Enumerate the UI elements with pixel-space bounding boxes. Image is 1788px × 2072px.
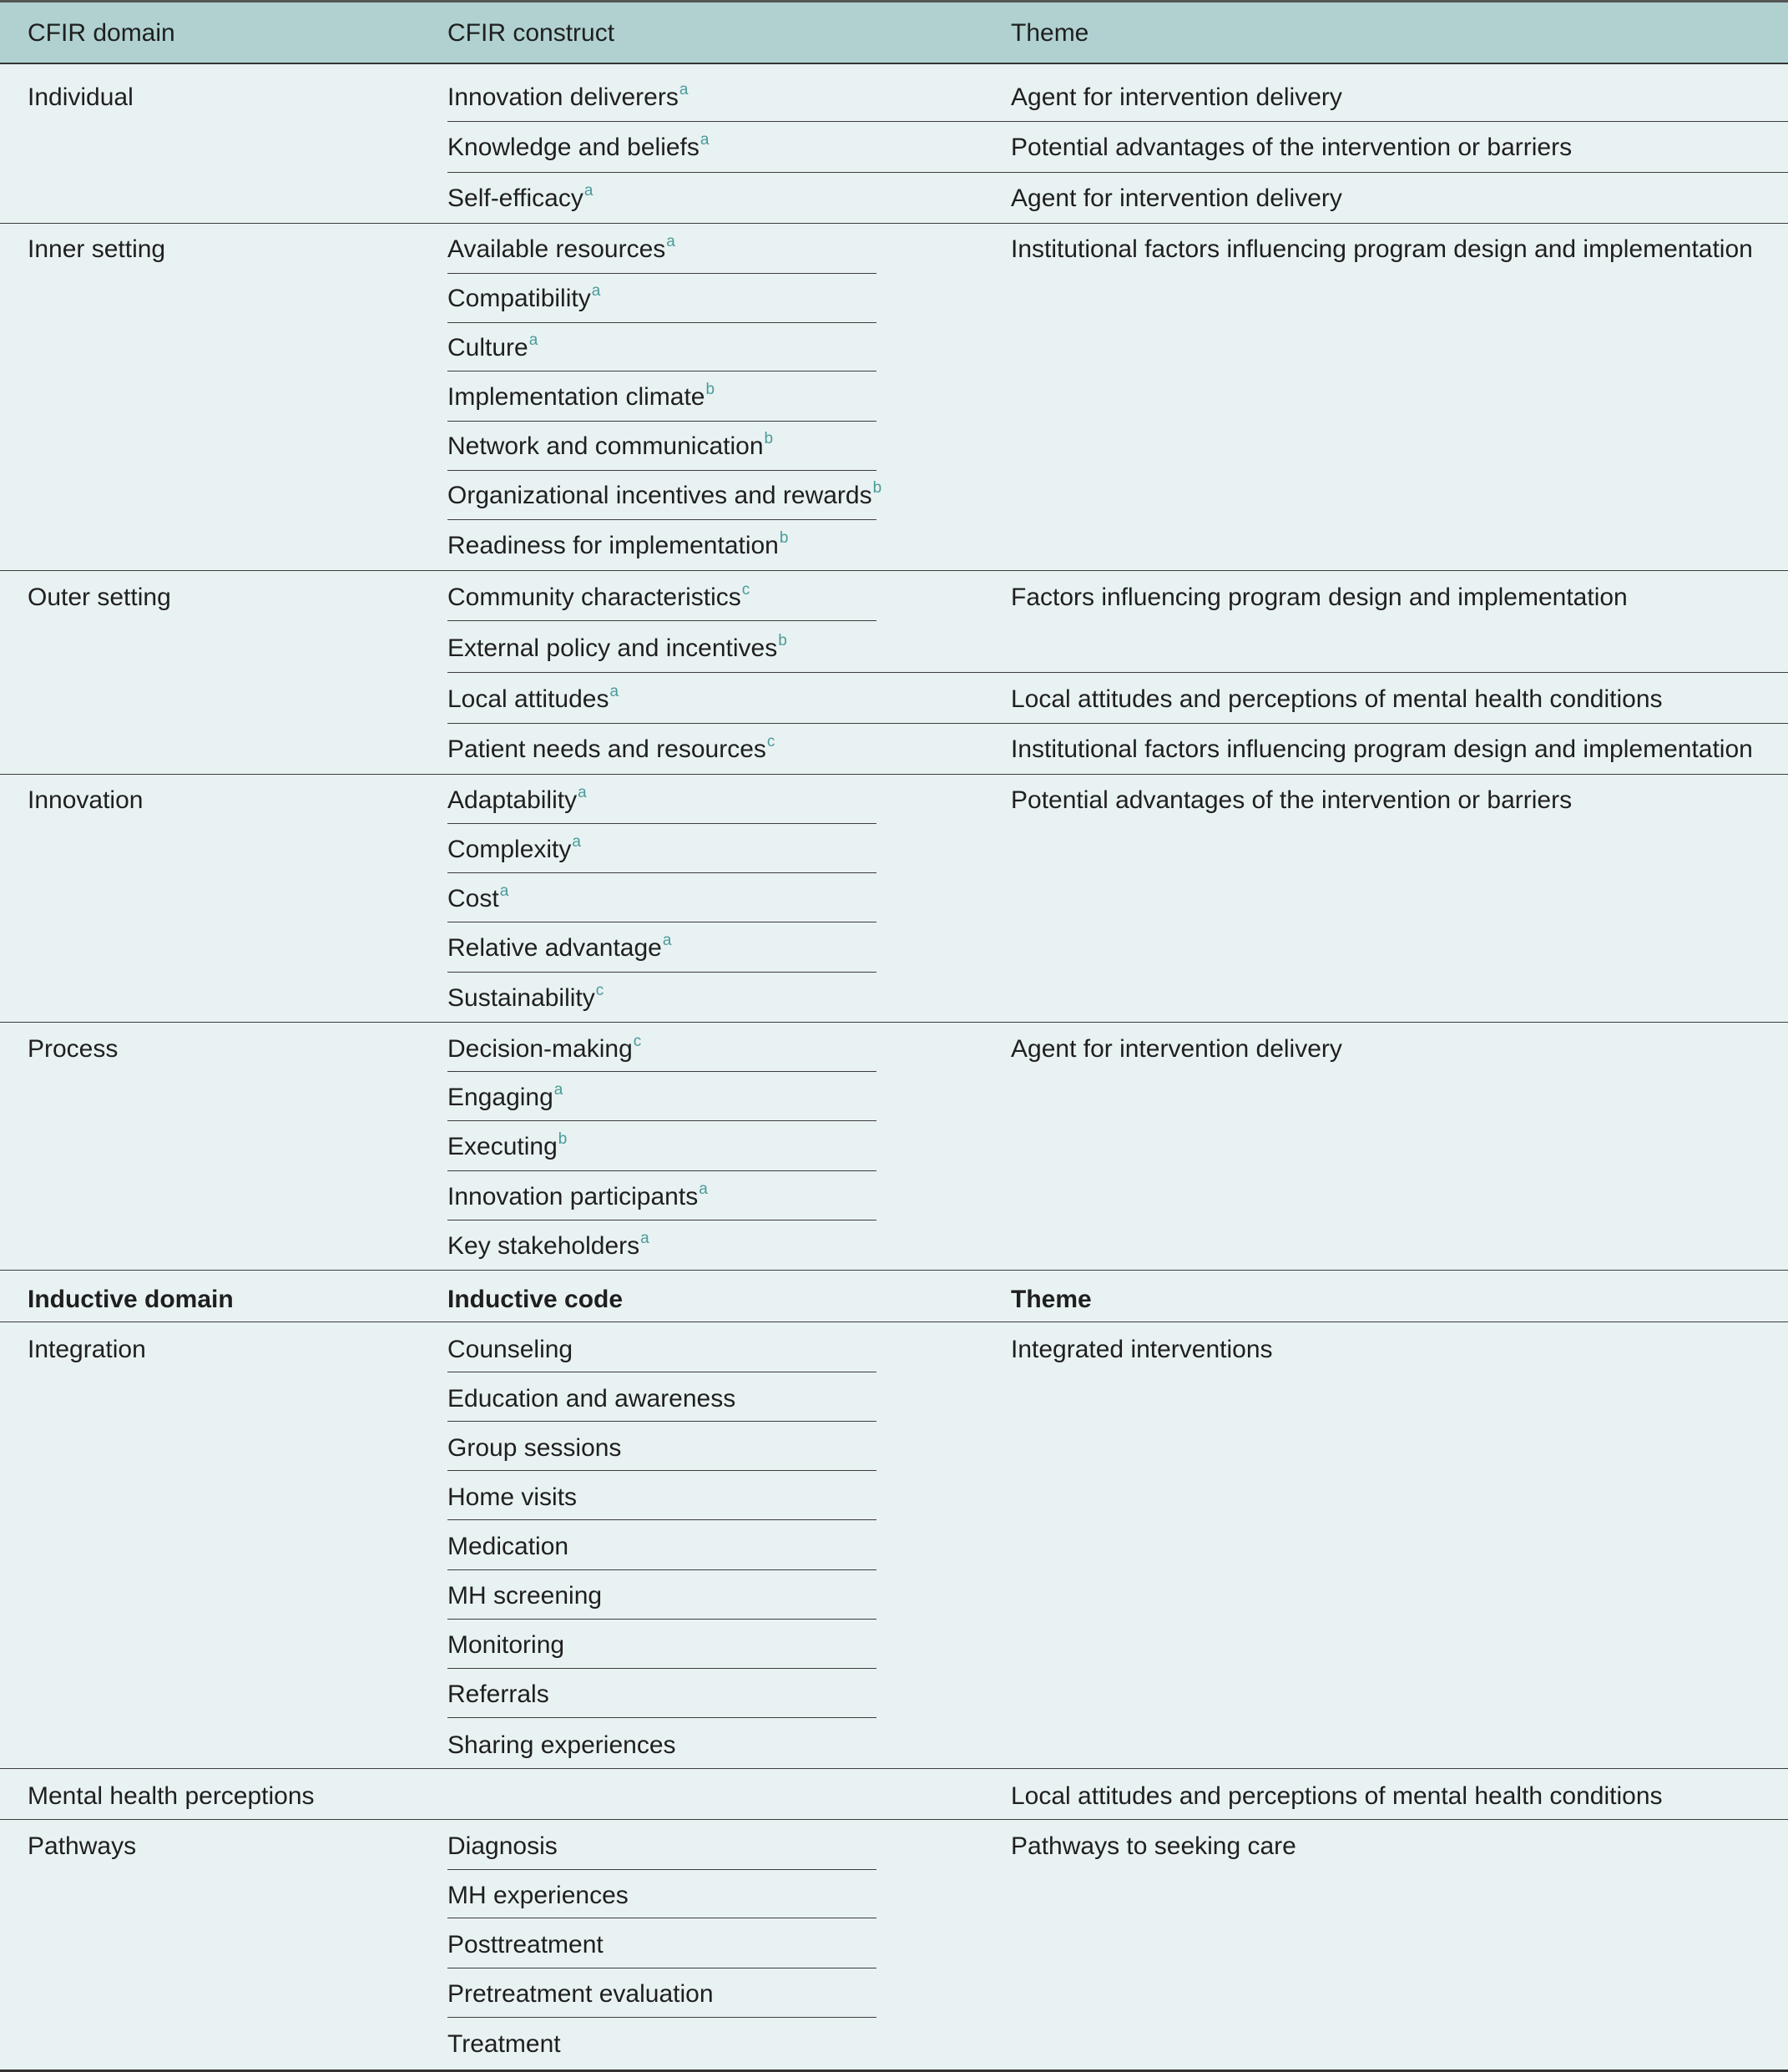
divider — [447, 1470, 876, 1471]
theme-cell: Potential advantages of the intervention or barriers — [1011, 134, 1573, 161]
domain-cell: Process — [28, 1035, 119, 1063]
divider — [447, 972, 876, 973]
divider — [447, 2017, 876, 2018]
divider — [447, 421, 876, 422]
footnote-marker: a — [699, 1180, 708, 1198]
theme-cell: Agent for intervention delivery — [1011, 1035, 1342, 1063]
divider — [447, 1170, 876, 1171]
divider — [447, 322, 876, 323]
divider — [447, 1421, 876, 1422]
construct-cell — [447, 1180, 708, 1215]
inductive-header-col2: Inductive code — [447, 1286, 624, 1313]
footnote-marker: a — [583, 182, 593, 200]
code-cell: Diagnosis — [447, 1832, 558, 1860]
footnote-marker: a — [666, 233, 675, 250]
divider — [0, 570, 1788, 571]
construct-name: Innovation deliverers — [447, 83, 679, 111]
construct-name: Knowledge and beliefs — [447, 134, 700, 161]
inductive-header-col3: Theme — [1011, 1286, 1092, 1313]
construct-cell — [447, 735, 775, 767]
construct-name: Innovation participants — [447, 1183, 699, 1210]
footnote-marker: b — [872, 479, 882, 497]
code-cell: Referrals — [447, 1680, 549, 1708]
domain-cell: Outer setting — [28, 584, 171, 611]
construct-name: Adaptability — [447, 786, 578, 814]
construct-cell — [447, 479, 882, 513]
construct-cell — [447, 581, 750, 615]
construct-cell — [447, 984, 604, 1016]
theme-cell: Institutional factors influencing program design and implementation — [1011, 235, 1753, 263]
divider — [447, 519, 876, 520]
construct-cell — [447, 833, 581, 867]
code-cell: MH screening — [447, 1582, 603, 1610]
footnote-marker: a — [700, 131, 710, 149]
divider — [447, 172, 1788, 173]
construct-name: External policy and incentives — [447, 634, 778, 662]
footnote-marker: b — [705, 381, 715, 398]
divider — [0, 774, 1788, 775]
footnote-marker: c — [766, 733, 775, 750]
table-header — [0, 0, 1788, 64]
footnote-marker: a — [578, 784, 587, 801]
footnote-marker: a — [553, 1081, 563, 1099]
construct-cell — [447, 634, 787, 666]
theme-cell: Agent for intervention delivery — [1011, 184, 1342, 212]
construct-cell — [447, 235, 675, 267]
inductive-header-col1: Inductive domain — [28, 1286, 234, 1313]
divider — [447, 470, 876, 471]
footnote-marker: c — [741, 581, 750, 599]
header-col3: Theme — [1011, 19, 1089, 47]
construct-cell — [447, 331, 538, 366]
code-cell: Counseling — [447, 1336, 573, 1363]
construct-cell — [447, 1130, 568, 1165]
footnote-marker: a — [640, 1230, 649, 1247]
theme-cell: Potential advantages of the intervention or barriers — [1011, 786, 1573, 814]
code-cell: Treatment — [447, 2030, 561, 2058]
construct-name: Compatibility — [447, 285, 591, 312]
theme-cell: Local attitudes and perceptions of mental health conditions — [1011, 1782, 1663, 1810]
construct-name: Patient needs and resources — [447, 735, 766, 763]
construct-cell — [447, 383, 715, 415]
footnote-marker: c — [633, 1033, 642, 1050]
theme-cell: Factors influencing program design and implementation — [1011, 584, 1628, 611]
divider — [447, 1717, 876, 1718]
divider — [447, 121, 1788, 122]
construct-name: Relative advantage — [447, 934, 662, 962]
header-col2: CFIR construct — [447, 19, 615, 47]
construct-name: Decision-making — [447, 1035, 633, 1063]
footnote-marker: b — [778, 632, 787, 649]
construct-name: Key stakeholders — [447, 1232, 640, 1260]
footnote-marker: b — [779, 529, 789, 547]
divider — [447, 1071, 876, 1072]
footnote-marker: a — [591, 282, 601, 300]
footnote-marker: a — [679, 81, 689, 99]
divider — [447, 1619, 876, 1620]
divider — [447, 1120, 876, 1121]
construct-name: Network and communication — [447, 432, 764, 460]
construct-cell — [447, 432, 773, 464]
footnote-marker: b — [558, 1130, 568, 1148]
code-cell: MH experiences — [447, 1882, 629, 1909]
divider — [447, 1668, 876, 1669]
construct-name: Community characteristics — [447, 584, 741, 611]
construct-name: Readiness for implementation — [447, 532, 779, 559]
construct-cell — [447, 131, 710, 165]
domain-cell: Mental health perceptions — [28, 1782, 315, 1810]
code-cell: Home visits — [447, 1483, 578, 1511]
theme-cell: Agent for intervention delivery — [1011, 83, 1342, 111]
divider — [447, 872, 876, 873]
construct-cell — [447, 1035, 641, 1067]
domain-cell: Individual — [28, 83, 134, 111]
footnote-marker: a — [609, 683, 619, 700]
construct-cell — [447, 1081, 563, 1115]
divider — [447, 1519, 876, 1520]
construct-name: Complexity — [447, 836, 572, 863]
divider — [0, 1819, 1788, 1820]
construct-cell — [447, 184, 593, 216]
domain-cell: Innovation — [28, 786, 144, 814]
construct-cell — [447, 685, 619, 717]
divider — [0, 223, 1788, 224]
code-cell: Education and awareness — [447, 1385, 736, 1412]
construct-name: Sustainability — [447, 984, 595, 1012]
construct-name: Organizational incentives and rewards — [447, 482, 872, 509]
construct-cell — [447, 786, 587, 818]
divider — [447, 672, 1788, 673]
construct-name: Culture — [447, 334, 528, 361]
construct-cell — [447, 1232, 649, 1264]
domain-cell: Pathways — [28, 1832, 137, 1860]
footnote-marker: a — [499, 882, 509, 900]
construct-name: Engaging — [447, 1084, 553, 1111]
divider — [447, 620, 876, 621]
divider — [447, 723, 1788, 724]
construct-name: Executing — [447, 1133, 558, 1160]
footnote-marker: c — [595, 982, 604, 999]
divider — [447, 273, 876, 274]
footnote-marker: a — [662, 932, 672, 949]
theme-cell: Local attitudes and perceptions of mental health conditions — [1011, 685, 1663, 713]
construct-name: Implementation climate — [447, 383, 705, 411]
code-cell: Sharing experiences — [447, 1731, 676, 1759]
construct-cell — [447, 529, 789, 563]
code-cell: Pretreatment evaluation — [447, 1980, 714, 2008]
divider — [0, 1270, 1788, 1271]
construct-cell — [447, 282, 601, 316]
theme-cell: Integrated interventions — [1011, 1336, 1273, 1363]
construct-cell — [447, 882, 509, 917]
code-cell: Medication — [447, 1533, 569, 1560]
code-cell: Posttreatment — [447, 1931, 604, 1958]
divider — [0, 1768, 1788, 1769]
construct-name: Self-efficacy — [447, 184, 583, 212]
theme-cell: Pathways to seeking care — [1011, 1832, 1296, 1860]
construct-name: Local attitudes — [447, 685, 609, 713]
code-cell: Group sessions — [447, 1434, 622, 1462]
construct-cell — [447, 83, 688, 115]
header-col1: CFIR domain — [28, 19, 175, 47]
code-cell: Monitoring — [447, 1631, 565, 1659]
divider — [447, 1569, 876, 1570]
footnote-marker: b — [764, 430, 774, 447]
theme-cell: Institutional factors influencing program design and implementation — [1011, 735, 1753, 763]
footnote-marker: a — [572, 833, 581, 851]
footnote-marker: a — [528, 331, 538, 349]
construct-name: Available resources — [447, 235, 666, 263]
domain-cell: Inner setting — [28, 235, 166, 263]
construct-cell — [447, 934, 671, 966]
domain-cell: Integration — [28, 1336, 146, 1363]
divider — [447, 823, 876, 824]
divider — [0, 1022, 1788, 1023]
divider — [447, 1869, 876, 1870]
construct-name: Cost — [447, 885, 499, 912]
